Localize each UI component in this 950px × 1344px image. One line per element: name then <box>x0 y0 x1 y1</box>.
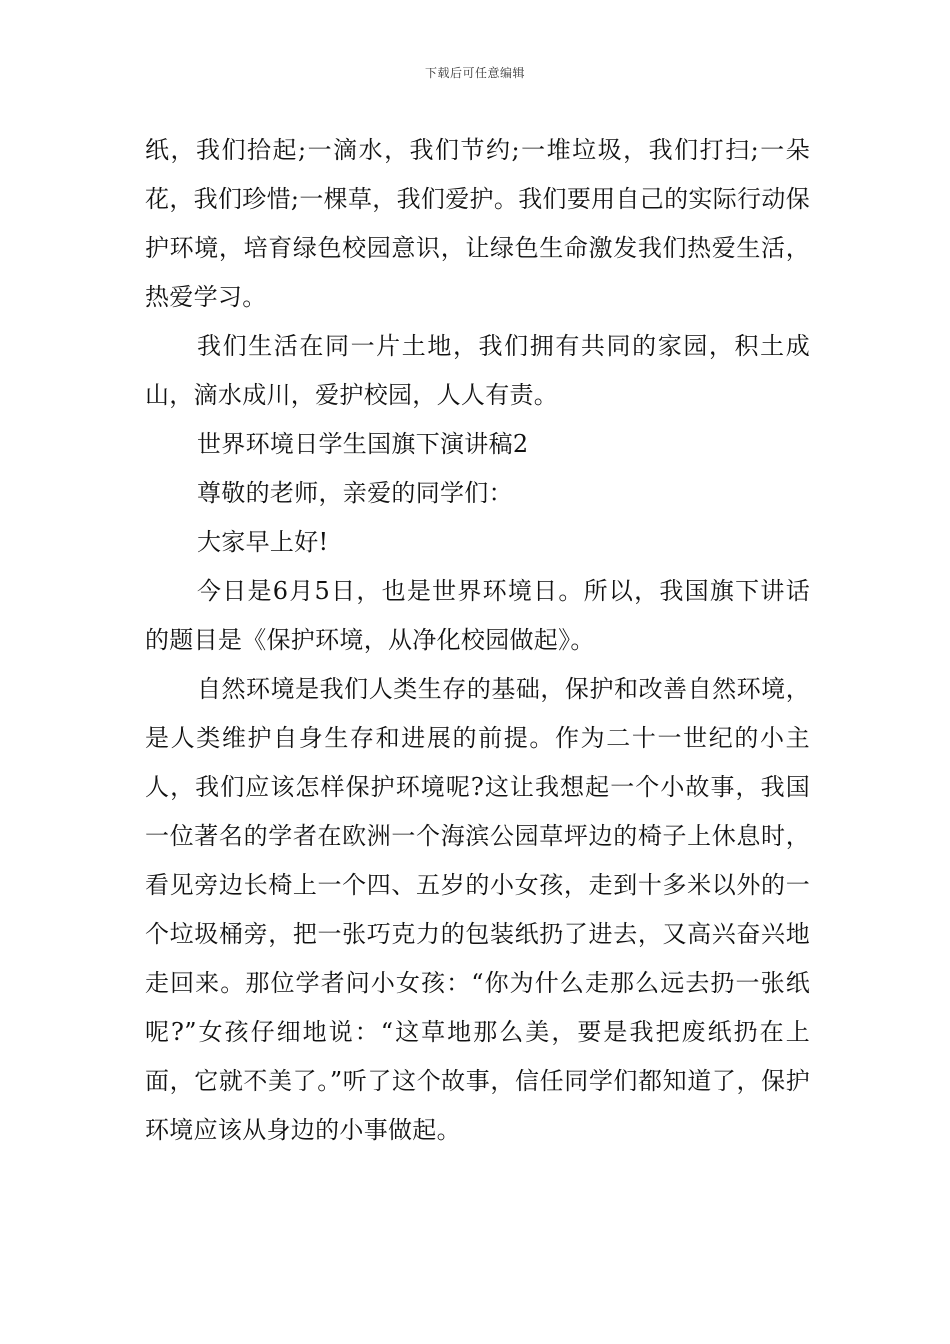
page-header: 下载后可任意编辑 <box>424 66 525 80</box>
greeting: 大家早上好! <box>197 528 329 556</box>
paragraph: 纸，我们拾起;一滴水，我们节约;一堆垃圾，我们打扫;一朵花，我们珍惜;一棵草，我们爱护。我们要用自己的实际行动保护环境，培育绿色校园意识，让绿色生命激发我们热爱生活，热爱学习。 <box>145 136 810 311</box>
document-body <box>145 126 810 1155</box>
paragraph: 我们生活在同一片土地，我们拥有共同的家园，积土成山，滴水成川，爱护校园，人人有责。 <box>145 332 810 409</box>
paragraph: 自然环境是我们人类生存的基础，保护和改善自然环境，是人类维护自身生存和进展的前提。作为二十一世纪的小主人，我们应该怎样保护环境呢?这让我想起一个小故事，我国一位著名的学者在欧洲一个海滨公园草坪边的椅子上休息时，看见旁边长椅上一个四、五岁的小女孩，走到十多米以外的一个垃圾桶旁，把一张巧克力的包装纸扔了进去，又高兴奋兴地走回来。那位学者问小女孩：“你为什么走那么远去扔一张纸呢?”女孩仔细地说：“这草地那么美，要是我把废纸扔在上面，它就不美了。”听了这个故事，信任同学们都知道了，保护环境应该从身边的小事做起。 <box>145 675 810 1144</box>
paragraph: 今日是6月5日，也是世界环境日。所以，我国旗下讲话的题目是《保护环境，从净化校园做起》。 <box>145 577 810 654</box>
section-title: 世界环境日学生国旗下演讲稿2 <box>197 430 529 458</box>
salutation: 尊敬的老师，亲爱的同学们： <box>197 479 513 507</box>
